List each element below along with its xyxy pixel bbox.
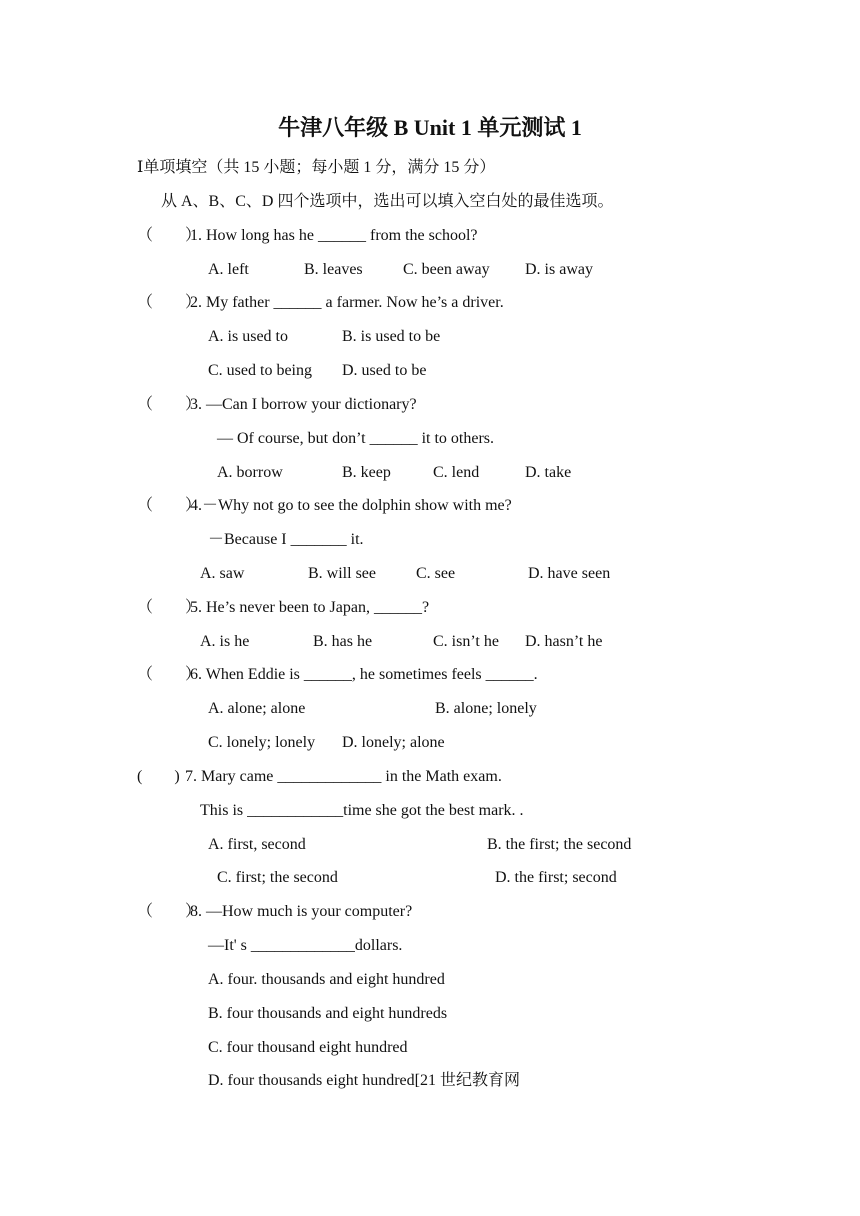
question-stem: 2. My father ______ a farmer. Now he’s a driver.: [190, 294, 504, 311]
option-a: A. first, second: [208, 836, 306, 853]
question-stem: 7. Mary came _____________ in the Math exam.: [185, 768, 502, 785]
option-a: A. is used to: [208, 328, 288, 345]
question-stem: 5. He’s never been to Japan, ______?: [190, 599, 430, 616]
page-title: 牛津八年级 B Unit 1 单元测试 1: [278, 115, 582, 140]
option-d: D. is away: [525, 261, 593, 278]
answer-blank: （ ）: [137, 396, 202, 413]
option-c: C. see: [416, 565, 456, 582]
question-stem-reply: — Of course, but don’t ______ it to others.: [217, 430, 495, 447]
option-c: C. lend: [433, 464, 480, 481]
answer-blank: （ ）: [137, 497, 202, 514]
option-b: B. will see: [308, 565, 376, 582]
question-stem: 8. —How much is your computer?: [190, 903, 413, 920]
option-c: C. first; the second: [217, 869, 338, 886]
option-b: B. is used to be: [342, 328, 441, 345]
option-d: D. hasn’t he: [525, 633, 603, 650]
option-d: D. have seen: [528, 565, 611, 582]
question-stem: 4.－Why not go to see the dolphin show with me?: [190, 497, 512, 514]
option-b: B. has he: [313, 633, 373, 650]
option-a: A. is he: [200, 633, 250, 650]
option-c: C. lonely; lonely: [208, 734, 316, 751]
answer-blank: （ ）: [137, 903, 202, 920]
option-c: C. used to being: [208, 362, 312, 379]
option-c: C. been away: [403, 261, 490, 278]
option-a: A. four. thousands and eight hundred: [208, 971, 445, 988]
option-d: D. four thousands eight hundred[21 世纪教育网: [208, 1072, 520, 1089]
question-stem-reply: —It' s _____________dollars.: [208, 937, 403, 954]
question-stem: 6. When Eddie is ______, he sometimes feels ______.: [190, 666, 538, 683]
option-d: D. used to be: [342, 362, 427, 379]
option-b: B. the first; the second: [487, 836, 632, 853]
option-d: D. take: [525, 464, 572, 481]
option-a: A. left: [208, 261, 249, 278]
option-b: B. leaves: [304, 261, 363, 278]
question-stem-reply: －Because I _______ it.: [208, 531, 364, 548]
option-a: A. saw: [200, 565, 245, 582]
option-a: A. alone; alone: [208, 700, 306, 717]
question-stem: 3. —Can I borrow your dictionary?: [190, 396, 417, 413]
option-d: D. the first; second: [495, 869, 617, 886]
question-stem-second-line: This is ____________time she got the best mark. .: [200, 802, 524, 819]
answer-blank: （ ）: [137, 294, 202, 311]
answer-blank: （ ）: [137, 666, 202, 683]
option-c: C. isn’t he: [433, 633, 499, 650]
section-instruction: 从 A、B、C、D 四个选项中，选出可以填入空白处的最佳选项。: [161, 193, 614, 210]
section-heading: Ⅰ单项填空（共 15 小题；每小题 1 分，满分 15 分）: [137, 159, 496, 176]
answer-blank: （ ）: [137, 227, 202, 244]
option-c: C. four thousand eight hundred: [208, 1039, 408, 1056]
question-stem: 1. How long has he ______ from the school?: [190, 227, 478, 244]
option-d: D. lonely; alone: [342, 734, 445, 751]
option-b: B. keep: [342, 464, 391, 481]
answer-blank: （ ）: [137, 599, 202, 616]
option-b: B. four thousands and eight hundreds: [208, 1005, 448, 1022]
answer-blank: ( ): [137, 768, 180, 785]
option-b: B. alone; lonely: [435, 700, 537, 717]
option-a: A. borrow: [217, 464, 283, 481]
